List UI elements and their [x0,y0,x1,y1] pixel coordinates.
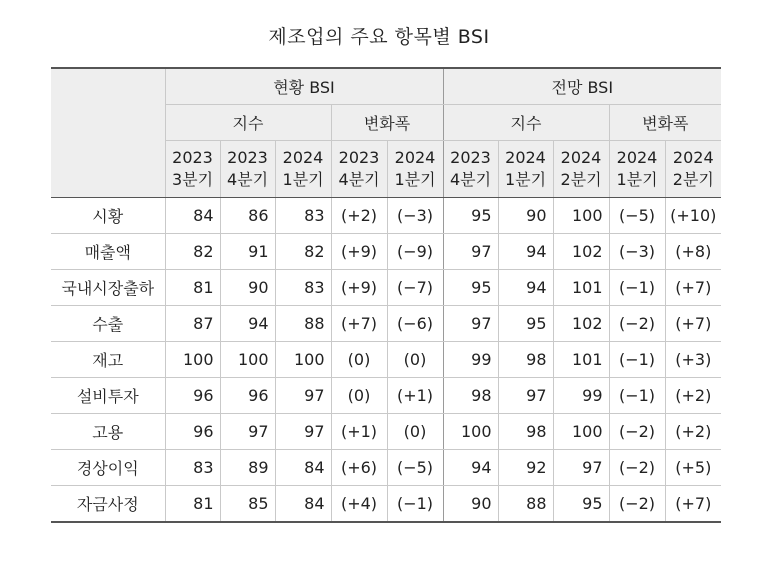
period-quarter: 4분기 [338,170,380,189]
period-year: 2024 [505,148,546,167]
header-outlook-change: 변화폭 [609,105,721,141]
period-header-7 [553,141,609,198]
index-cell: 91 [220,234,275,270]
period-quarter: 2분기 [672,170,714,189]
row-label: 재고 [51,342,165,378]
period-header-1 [220,141,275,198]
period-year: 2024 [560,148,602,167]
change-cell: (+9) [331,270,387,306]
period-quarter: 1분기 [282,170,324,189]
period-header-5 [443,141,498,198]
period-quarter: 2분기 [560,170,602,189]
change-cell: (−1) [609,342,665,378]
change-cell: (−5) [609,198,665,234]
header-row-groups [51,68,721,105]
index-cell: 97 [443,234,498,270]
index-cell: 83 [275,198,331,234]
index-cell: 83 [165,450,220,486]
change-cell: (−2) [609,306,665,342]
index-cell: 90 [498,198,553,234]
period-year: 2024 [616,148,658,167]
index-cell: 89 [220,450,275,486]
change-cell: (+7) [665,486,721,523]
index-cell: 97 [275,414,331,450]
index-cell: 100 [220,342,275,378]
change-cell: (+3) [665,342,721,378]
index-cell: 100 [275,342,331,378]
index-cell: 101 [553,342,609,378]
change-cell: (−2) [609,450,665,486]
table-row [51,486,721,523]
change-cell: (+7) [665,270,721,306]
header-outlook-bsi: 전망 BSI [443,68,721,105]
period-year: 2023 [338,148,380,167]
index-cell: 97 [275,378,331,414]
change-cell: (+5) [665,450,721,486]
row-label: 자금사정 [51,486,165,523]
period-header-4 [387,141,443,198]
index-cell: 100 [165,342,220,378]
index-cell: 97 [498,378,553,414]
change-cell: (+7) [665,306,721,342]
period-year: 2023 [227,148,268,167]
period-year: 2024 [282,148,324,167]
change-cell: (−6) [387,306,443,342]
index-cell: 84 [165,198,220,234]
index-cell: 87 [165,306,220,342]
change-cell: (+1) [331,414,387,450]
index-cell: 100 [553,414,609,450]
period-header-0 [165,141,220,198]
row-label: 수출 [51,306,165,342]
index-cell: 98 [498,342,553,378]
header-corner [51,68,165,198]
index-cell: 96 [220,378,275,414]
index-cell: 97 [553,450,609,486]
index-cell: 82 [275,234,331,270]
index-cell: 94 [498,234,553,270]
row-label: 시황 [51,198,165,234]
change-cell: (+8) [665,234,721,270]
index-cell: 81 [165,270,220,306]
index-cell: 102 [553,234,609,270]
period-header-8 [609,141,665,198]
index-cell: 95 [443,270,498,306]
change-cell: (+7) [331,306,387,342]
period-header-6 [498,141,553,198]
change-cell: (+1) [387,378,443,414]
table-row [51,306,721,342]
change-cell: (−3) [609,234,665,270]
index-cell: 99 [443,342,498,378]
header-current-change: 변화폭 [331,105,443,141]
index-cell: 94 [498,270,553,306]
index-cell: 99 [553,378,609,414]
change-cell: (−3) [387,198,443,234]
change-cell: (−1) [609,270,665,306]
period-year: 2023 [450,148,491,167]
index-cell: 92 [498,450,553,486]
index-cell: 95 [443,198,498,234]
change-cell: (−2) [609,486,665,523]
period-header-9 [665,141,721,198]
bsi-table [51,67,721,523]
index-cell: 94 [443,450,498,486]
change-cell: (−5) [387,450,443,486]
index-cell: 82 [165,234,220,270]
row-label: 고용 [51,414,165,450]
index-cell: 88 [498,486,553,523]
change-cell: (−1) [387,486,443,523]
table-row [51,414,721,450]
row-label: 매출액 [51,234,165,270]
header-current-bsi: 현황 BSI [165,68,443,105]
index-cell: 90 [220,270,275,306]
index-cell: 101 [553,270,609,306]
change-cell: (+4) [331,486,387,523]
index-cell: 96 [165,414,220,450]
period-header-3 [331,141,387,198]
row-label: 경상이익 [51,450,165,486]
table-row [51,378,721,414]
period-year: 2024 [672,148,714,167]
index-cell: 98 [443,378,498,414]
change-cell: (+2) [331,198,387,234]
change-cell: (+9) [331,234,387,270]
change-cell: (−1) [609,378,665,414]
index-cell: 86 [220,198,275,234]
change-cell: (0) [331,378,387,414]
row-label: 설비투자 [51,378,165,414]
change-cell: (−7) [387,270,443,306]
index-cell: 102 [553,306,609,342]
period-year: 2024 [394,148,436,167]
period-year: 2023 [172,148,213,167]
period-quarter: 1분기 [616,170,658,189]
index-cell: 81 [165,486,220,523]
index-cell: 83 [275,270,331,306]
table-row [51,198,721,234]
index-cell: 85 [220,486,275,523]
table-row [51,450,721,486]
row-label: 국내시장출하 [51,270,165,306]
period-quarter: 3분기 [171,170,214,189]
change-cell: (0) [331,342,387,378]
index-cell: 98 [498,414,553,450]
period-quarter: 4분기 [449,170,492,189]
change-cell: (−9) [387,234,443,270]
index-cell: 97 [443,306,498,342]
change-cell: (+2) [665,378,721,414]
header-outlook-index: 지수 [443,105,609,141]
change-cell: (−2) [609,414,665,450]
table-title: 제조업의 주요 항목별 BSI [268,26,490,48]
change-cell: (0) [387,414,443,450]
index-cell: 94 [220,306,275,342]
change-cell: (+10) [665,198,721,234]
period-quarter: 1분기 [394,170,436,189]
period-header-2 [275,141,331,198]
header-current-index: 지수 [165,105,331,141]
change-cell: (+6) [331,450,387,486]
index-cell: 100 [553,198,609,234]
period-quarter: 1분기 [504,170,547,189]
index-cell: 84 [275,486,331,523]
index-cell: 95 [553,486,609,523]
index-cell: 95 [498,306,553,342]
index-cell: 97 [220,414,275,450]
index-cell: 84 [275,450,331,486]
change-cell: (0) [387,342,443,378]
table-row [51,270,721,306]
index-cell: 100 [443,414,498,450]
table-body [51,198,721,523]
index-cell: 90 [443,486,498,523]
index-cell: 96 [165,378,220,414]
table-row [51,234,721,270]
table-row [51,342,721,378]
change-cell: (+2) [665,414,721,450]
period-quarter: 4분기 [226,170,269,189]
index-cell: 88 [275,306,331,342]
